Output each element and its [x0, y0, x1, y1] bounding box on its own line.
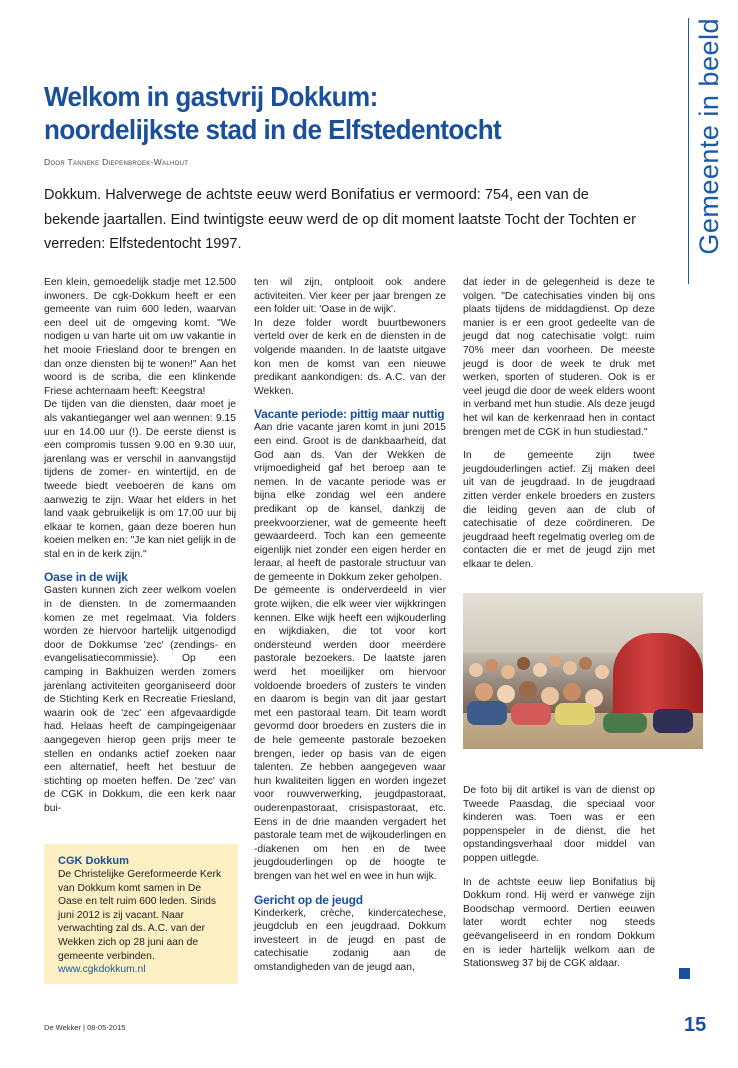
footer-publication: De Wekker | 08-05-2015 [44, 1023, 126, 1032]
column-2 [254, 276, 446, 975]
section-tab-label: Gemeente in beeld [694, 18, 724, 255]
paragraph: Aan drie vacante jaren komt in juni 2015 een eind. Groot is de dankbaarheid, dat God aan ds. Van der Wekken de vrijmoedigheid gaf het beroep aan te nemen. In de vacante periode was er bijna elke zondag wel een andere predikant op de kansel, dankzij de preekvoorziener, wat de gemeente heeft gewaardeerd. Toch kan een gemeente eigenlijk niet zonder een eigen herder en leraar, al heeft de pastorale structuur van de gemeente in Dokkum zeker geholpen. [254, 422, 446, 583]
paragraph: In deze folder wordt buurtbewoners verteld over de kerk en de diensten in de volgende maanden. In de laatste uitgave kon men de komst van een nieuwe predikant aankondigen: ds. A.C. van der Wekken. [254, 317, 446, 397]
column-1 [44, 276, 236, 816]
headline-line-2: noordelijkste stad in de Elfstedentocht [44, 114, 502, 145]
column-3 [463, 276, 655, 571]
website-link[interactable]: www.cgkdokkum.nl [58, 964, 146, 976]
paragraph: dat ieder in de gelegenheid is deze te volgen. "De catechisaties vinden bij ons plaats tijdens de middagdienst. Op deze manier is er een groot gedeelte van de jeugd dat nog catechisatie volgt: ruim 70% meer dan voorheen. De meeste jeugd is door de week te druk met werken, sporten of studeren. Ook is er veel jeugd die door de week elders woont in verband met hun studie. Als deze jeugd het wil kan de kerkenraad hen in contact brengen met de CGK in hun studiestad." [463, 277, 655, 438]
paragraph: In de achtste eeuw liep Bonifatius bij Dokkum rond. Hij werd er vanwege zijn Boodschap vermoord. Dertien eeuwen later wordt echter nog steeds geëvangeliseerd in en rondom Dokkum en is ieder hartelijk welkom aan de Stationsweg 37 bij de CGK aldaar. [463, 876, 655, 970]
column-3-continued [463, 784, 655, 971]
audience [463, 643, 703, 723]
info-box [44, 844, 238, 984]
paragraph: De gemeente is onderverdeeld in vier grote wijken, die elk weer vier wijkkringen kennen. Elke wijk heeft een wijkouderling en wijkdiaken, die tot voor kort ondersteund werden door meerdere pastorale bezoekers. De laatste jaren werd het moeilijker om hiervoor voldoende broeders of zusters te vinden en daarom is begin van dit jaar gestart met een pastoraal team. Dit team wordt gevormd door broeders en zusters die in de hele gemeente pastorale bezoeken brengen, ieder op basis van de eigen talenten. Ze hebben aangegeven waar hun kwaliteiten liggen en worden ingezet voor rouwverwerking, jeugdpastoraat, ouderenpastoraat, crisispastoraat, etc. Eens in de drie maanden vergadert het pastorale team met de wijkouderlingen en -diakenen om hen en de twee jeugdouderlingen op de hoogte te brengen van het wel en wee in hun wijk. [254, 585, 446, 882]
paragraph: De tijden van die diensten, daar moet je als vakantieganger wel aan wennen: 9.15 uur en 14.00 uur (!). De eerste dienst is een compromis tussen 9.00 en 9.30 uur, jarenlang was er verschil in aanvangstijd tijdens de zomer- en wintertijd, en de tweede biedt veeboeren de kans om aanwezig te zijn. Waar het elders in het land vaak gebruikelijk is om 17.00 uur bij elkaar te komen, gaan deze boeren hun koeien melken en: "Je kan niet gelijk in de stal en in de kerk zijn." [44, 399, 236, 560]
byline: Door Tanneke Diepenbroek-Walhout [44, 157, 189, 167]
paragraph: In de gemeente zijn twee jeugdouderlingen actief. Zij maken deel uit van de jeugdraad. In de jeugdraad zitten verder enkele broeders en zusters die leiding geven aan de club of catechisatie of deze coördineren. De jeugdraad heeft regelmatig overleg om de contacten die er met de jeugd zijn met elkaar te delen. [463, 450, 655, 570]
subheading-oase: Oase in de wijk [44, 570, 128, 585]
photo-caption: De foto bij dit artikel is van de dienst op Tweede Paasdag, die speciaal voor kinderen was. Toen was er een poppenspeler in de dienst, die het opstandingsverhaal door middel van poppen uitlegde. [463, 785, 655, 864]
church-service-photo [463, 593, 703, 749]
paragraph: Kinderkerk, crèche, kindercatechese, jeugdclub en een jeugdraad. Dokkum investeert in de jeugd en past de catechisatie zodanig aan de omstandigheden van de jeugd aan, [254, 907, 446, 973]
article-headline [44, 80, 602, 146]
subheading-jeugd: Gericht op de jeugd [254, 892, 363, 907]
subheading-vacante: Vacante periode: pittig maar nuttig [254, 407, 445, 422]
page-number: 15 [684, 1014, 707, 1036]
info-box-title: CGK Dokkum [58, 855, 129, 867]
end-mark [679, 968, 690, 979]
headline-line-1: Welkom in gastvrij Dokkum: [44, 81, 378, 112]
lead-paragraph: Dokkum. Halverwege de achtste eeuw werd Bonifatius er vermoord: 754, een van de bekende jaartallen. Eind twintigste eeuw werd de op dit moment laatste Tocht der Tochten er verreden: Elfstedentocht 1997. [44, 187, 636, 252]
paragraph: Gasten kunnen zich zeer welkom voelen in de diensten. In de zomermaanden komen ze met regelmaat. Via folders worden ze hiervoor hartelijk uitgenodigd door de Dokkumse 'zec' (zendings- en evangelisatiecommissie). Op een camping in Bakhuizen werden zomers jarenlang activiteiten georganiseerd door de Stichting Kerk en Recreatie Friesland, waarin ook de 'zec' een afgevaardigde had. Helaas heeft de campingeigenaar aangegeven hierop geen prijs meer te stellen en ondanks actief zoeken naar een alternatief, heeft het bestuur de stichting op moeten heffen. De 'zec' van de CGK in Dokkum, die een kerk naar bui- [44, 585, 236, 814]
paragraph: Een klein, gemoedelijk stadje met 12.500 inwoners. De cgk-Dokkum heeft er een gemeente van ruim 600 leden, waarvan een deel uit de omgeving komt. "We nodigen u van harte uit om uw vakantie in het mooie Friesland door te brengen en dan onze diensten bij te wonen!" Aan het woord is de scriba, die een klinkende Friese achternaam heeft: Keegstra! [44, 277, 236, 397]
paragraph: ten wil zijn, ontplooit ook andere activiteiten. Vier keer per jaar brengen ze een folder uit: 'Oase in de wijk'. [254, 277, 446, 316]
info-box-text: De Christelijke Gereformeerde Kerk van Dokkum komt samen in De Oase en telt ruim 600 leden. Sinds juni 2012 is zij vacant. Naar verwachting zal ds. A.C. van der Wekken zich op 28 juni aan de gemeente verbinden. [58, 869, 222, 962]
